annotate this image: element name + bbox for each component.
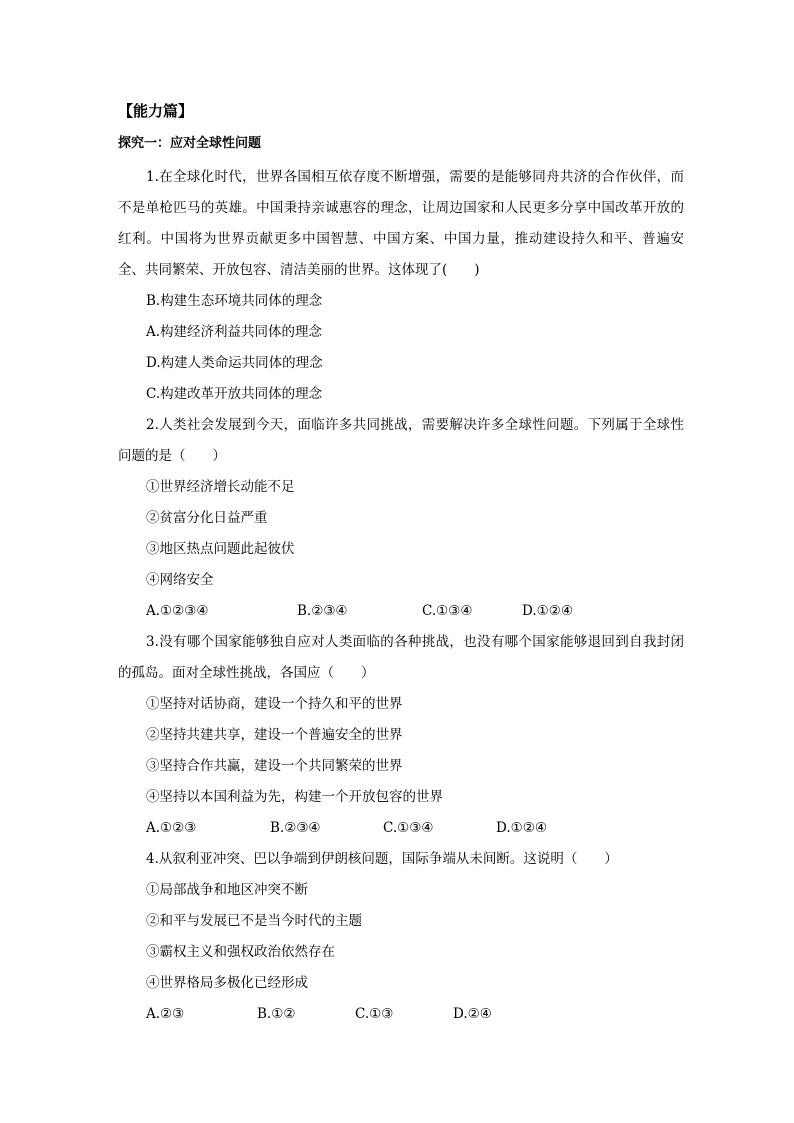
statement-line: ③地区热点问题此起彼伏 xyxy=(146,541,295,557)
statement-line: ②贫富分化日益严重 xyxy=(146,510,268,526)
question-stem: 3.没有哪个国家能够独自应对人类面临的各种挑战，也没有哪个国家能够退回到自我封闭的孤岛。面对全球性挑战，各国应（ ） xyxy=(118,634,684,681)
subsection-title: 探究一：应对全球性问题 xyxy=(118,136,262,151)
choice-c: C.①③ xyxy=(355,1006,394,1022)
option-line: C.构建改革开放共同体的理念 xyxy=(146,386,323,402)
statement-line: ③霸权主义和强权政治依然存在 xyxy=(146,944,335,960)
choice-c: C.①③④ xyxy=(422,603,473,619)
statement-line: ①世界经济增长动能不足 xyxy=(146,479,295,495)
answer-choices xyxy=(118,596,684,627)
question-list xyxy=(118,162,684,1030)
option-line: D.构建人类命运共同体的理念 xyxy=(146,355,323,371)
question-1 xyxy=(118,162,684,410)
choice-a: A.②③ xyxy=(146,1006,185,1022)
statement-line: ④网络安全 xyxy=(146,572,214,588)
choice-d: D.①②④ xyxy=(522,603,573,619)
question-stem: 2.人类社会发展到今天，面临许多共同挑战，需要解决许多全球性问题。下列属于全球性问题的是（ ） xyxy=(118,417,684,464)
section-title: 【能力篇】 xyxy=(118,102,194,120)
question-2 xyxy=(118,410,684,627)
statement-line: ①局部战争和地区冲突不断 xyxy=(146,882,308,898)
choice-b: B.②③④ xyxy=(270,820,321,836)
choice-b: B.①② xyxy=(257,1006,296,1022)
choice-a: A.①②③ xyxy=(146,820,197,836)
option-line: A.构建经济利益共同体的理念 xyxy=(146,324,323,340)
question-stem: 1.在全球化时代，世界各国相互依存度不断增强，需要的是能够同舟共济的合作伙伴，而不是单枪匹马的英雄。中国秉持亲诚惠容的理念，让周边国家和人民更多分享中国改革开放的红利。中国将为世界贡献更多中国智慧、中国方案、中国力量，推动建设持久和平、普遍安全、共同繁荣、开放包容、清洁美丽的世界。这体现了( ) xyxy=(118,169,684,278)
answer-choices xyxy=(118,999,684,1030)
statement-line: ②和平与发展已不是当今时代的主题 xyxy=(146,913,362,929)
answer-choices xyxy=(118,813,684,844)
statement-line: ④世界格局多极化已经形成 xyxy=(146,975,308,991)
question-4 xyxy=(118,844,684,1030)
choice-a: A.①②③④ xyxy=(146,603,209,619)
question-stem: 4.从叙利亚冲突、巴以争端到伊朗核问题，国际争端从未间断。这说明（ ） xyxy=(146,851,618,867)
choice-d: D.①②④ xyxy=(496,820,547,836)
question-3 xyxy=(118,627,684,844)
choice-d: D.②④ xyxy=(453,1006,492,1022)
choice-c: C.①③④ xyxy=(383,820,434,836)
choice-b: B.②③④ xyxy=(297,603,348,619)
statement-line: ④坚持以本国利益为先，构建一个开放包容的世界 xyxy=(146,789,443,805)
statement-line: ①坚持对话协商，建设一个持久和平的世界 xyxy=(146,696,403,712)
option-line: B.构建生态环境共同体的理念 xyxy=(146,293,323,309)
statement-line: ③坚持合作共赢，建设一个共同繁荣的世界 xyxy=(146,758,403,774)
statement-line: ②坚持共建共享，建设一个普遍安全的世界 xyxy=(146,727,403,743)
